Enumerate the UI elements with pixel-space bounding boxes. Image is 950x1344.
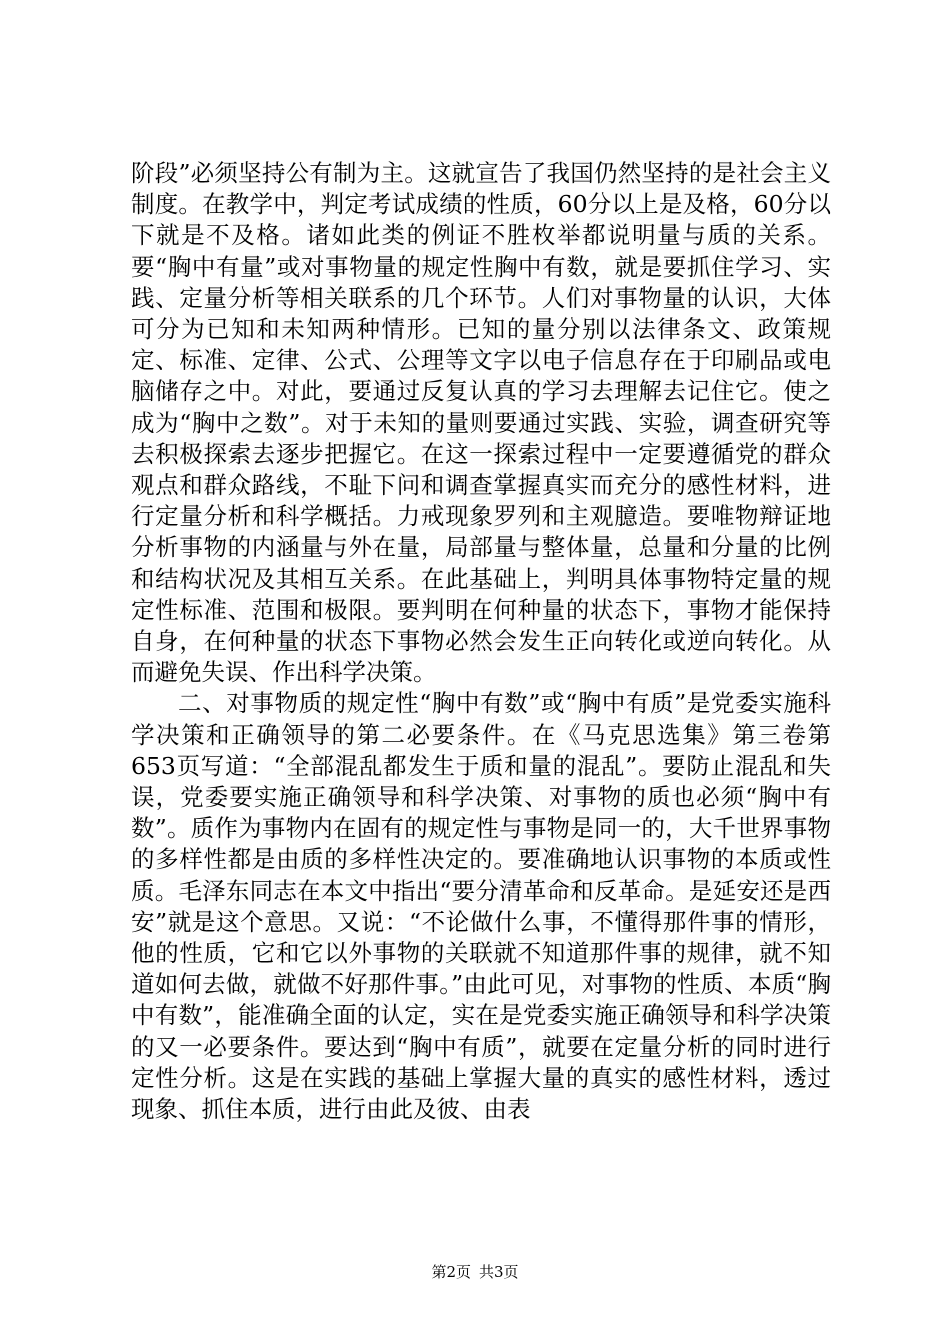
document-body bbox=[131, 158, 831, 1125]
page-footer bbox=[0, 1262, 950, 1282]
paragraph-1: 阶段”必须坚持公有制为主。这就宣告了我国仍然坚持的是社会主义制度。在教学中，判定考试成绩的性质，60分以上是及格，60分以下就是不及格。诸如此类的例证不胜枚举都说明量与质的关系。要“胸中有量”或对事物量的规定性胸中有数，就是要抓住学习、实践、定量分析等相关联系的几个环节。人们对事物量的认识，大体可分为已知和未知两种情形。已知的量分别以法律条文、政策规定、标准、定律、公式、公理等文字以电子信息存在于印刷品或电脑储存之中。对此，要通过反复认真的学习去理解去记住它。使之成为“胸中之数”。对于未知的量则要通过实践、实验，调查研究等去积极探索去逐步把握它。在这一探索过程中一定要遵循党的群众观点和群众路线，不耻下问和调查掌握真实而充分的感性材料，进行定量分析和科学概括。力戒现象罗列和主观臆造。要唯物辩证地分析事物的内涵量与外在量，局部量与整体量，总量和分量的比例和结构状况及其相互关系。在此基础上，判明具体事物特定量的规定性标准、范围和极限。要判明在何种量的状态下，事物才能保持自身，在何种量的状态下事物必然会发生正向转化或逆向转化。从而避免失误、作出科学决策。 bbox=[131, 159, 831, 687]
paragraph-2: 二、对事物质的规定性“胸中有数”或“胸中有质”是党委实施科学决策和正确领导的第二必要条件。在《马克思选集》第三卷第653页写道：“全部混乱都发生于质和量的混乱”。要防止混乱和失误，党委要实施正确领导和科学决策、对事物的质也必须“胸中有数”。质作为事物内在固有的规定性与事物是同一的，大千世界事物的多样性都是由质的多样性决定的。要准确地认识事物的本质或性质。毛泽东同志在本文中指出“要分清革命和反革命。是延安还是西安”就是这个意思。又说：“不论做什么事，不懂得那件事的情形，他的性质，它和它以外事物的关联就不知道那件事的规律，就不知道如何去做，就做不好那件事。”由此可见，对事物的性质、本质“胸中有数”，能准确全面的认定，实在是党委实施正确领导和科学决策的又一必要条件。要达到“胸中有质”，就要在定量分析的同时进行定性分析。这是在实践的基础上掌握大量的真实的感性材料，透过现象、抓住本质，进行由此及彼、由表 bbox=[131, 689, 831, 1124]
page-number: 第2页 bbox=[431, 1263, 471, 1281]
page-total: 共3页 bbox=[479, 1263, 519, 1281]
